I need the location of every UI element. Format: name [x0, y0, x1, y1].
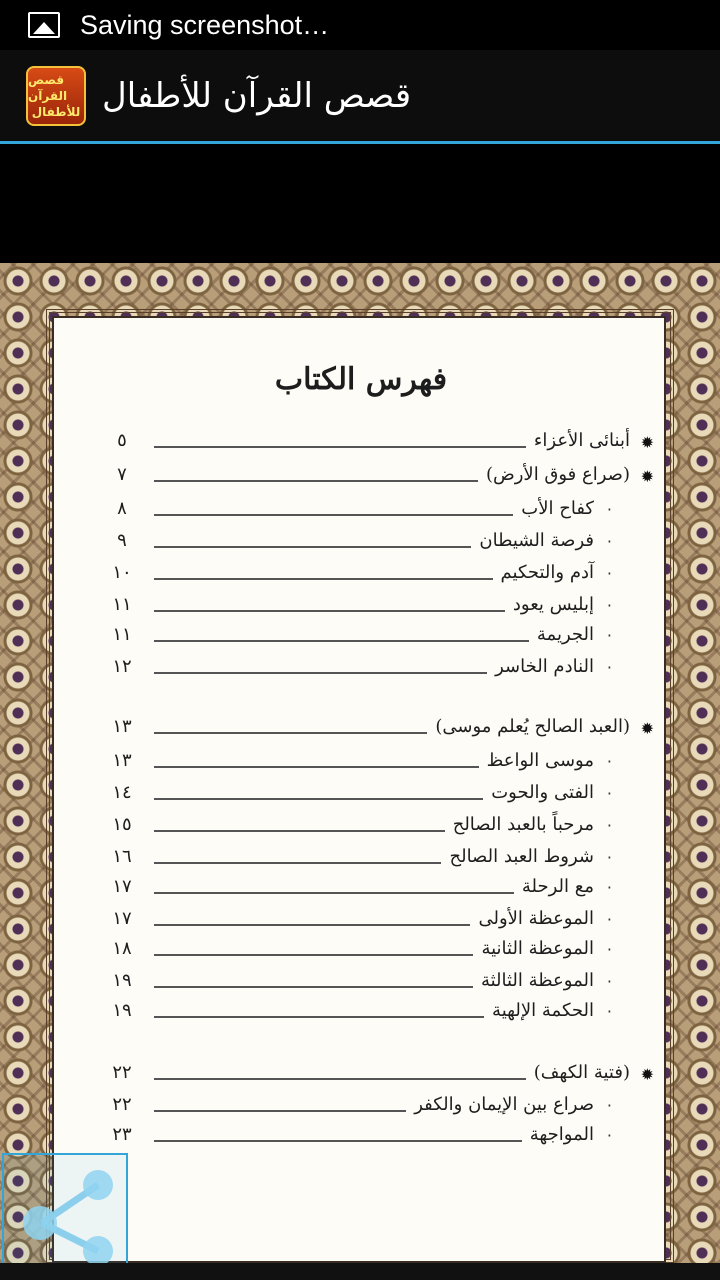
dot-icon: ·	[606, 1096, 612, 1115]
leader-line	[154, 546, 471, 548]
leader-line	[154, 640, 529, 642]
app-icon-line1: قصص القرآن	[28, 72, 68, 103]
toc-label: الفتى والحوت	[491, 782, 594, 803]
toc-page-number: ٩	[117, 530, 127, 551]
toc-row	[54, 464, 668, 494]
toc-row	[54, 908, 668, 938]
leader-line	[154, 1110, 406, 1112]
leader-line	[154, 798, 483, 800]
dot-icon: ·	[606, 532, 612, 551]
bullet-icon: ✹	[640, 719, 654, 738]
toc-label: (العبد الصالح يُعلم موسى)	[435, 716, 630, 737]
toc-label: شروط العبد الصالح	[449, 846, 594, 867]
bullet-icon: ✹	[640, 1065, 654, 1084]
toc-page-number: ٢٢	[112, 1094, 132, 1115]
toc-page-number: ١٠	[112, 562, 132, 583]
toc-row	[54, 938, 668, 968]
toc-page-number: ١١	[112, 594, 132, 615]
share-icon	[4, 1155, 130, 1280]
toc-page-number: ١٣	[112, 716, 132, 737]
toc-label: أبنائى الأعزاء	[533, 430, 630, 451]
toc-page-number: ٢٢	[112, 1062, 132, 1083]
dot-icon: ·	[606, 940, 612, 959]
dot-icon: ·	[606, 500, 612, 519]
dot-icon: ·	[606, 816, 612, 835]
dot-icon: ·	[606, 1002, 612, 1021]
leader-line	[154, 446, 526, 448]
toc-label: فرصة الشيطان	[479, 530, 594, 551]
dot-icon: ·	[606, 1126, 612, 1145]
toc-label: مع الرحلة	[521, 876, 594, 897]
toc-page-number: ١٢	[112, 656, 132, 677]
toc-page-number: ١٨	[112, 938, 132, 959]
toc-label: النادم الخاسر	[495, 656, 594, 677]
toc-label: إبليس يعود	[512, 594, 594, 615]
toc-label: مرحباً بالعبد الصالح	[452, 814, 594, 835]
leader-line	[154, 862, 441, 864]
leader-line	[154, 672, 487, 674]
leader-line	[154, 892, 514, 894]
leader-line	[154, 610, 505, 612]
bottom-bar	[0, 1263, 720, 1280]
toc-row	[54, 716, 668, 746]
toc-page-number: ١٩	[112, 970, 132, 991]
toc-label: موسى الواعظ	[486, 750, 594, 771]
dot-icon: ·	[606, 658, 612, 677]
dot-icon: ·	[606, 878, 612, 897]
dot-icon: ·	[606, 752, 612, 771]
toc-label: الموعظة الثالثة	[480, 970, 594, 991]
dot-icon: ·	[606, 784, 612, 803]
toc-page-number: ١٣	[112, 750, 132, 771]
toc-row	[54, 970, 668, 1000]
dot-icon: ·	[606, 626, 612, 645]
leader-line	[154, 480, 478, 482]
toc-page-number: ٨	[117, 498, 127, 519]
toc-page-number: ١٤	[112, 782, 132, 803]
toc-row	[54, 1062, 668, 1092]
toc-row	[54, 1000, 668, 1030]
toc-row	[54, 594, 668, 624]
toc-row	[54, 430, 668, 460]
toc-page-number: ١٧	[112, 908, 132, 929]
toc-label: آدم والتحكيم	[500, 562, 594, 583]
toc-row	[54, 530, 668, 560]
toc-label: الحكمة الإلهية	[492, 1000, 594, 1021]
toc-row	[54, 656, 668, 686]
toc-label: (فتية الكهف)	[533, 1062, 630, 1083]
toc-row	[54, 498, 668, 528]
image-icon	[28, 12, 60, 38]
dot-icon: ·	[606, 910, 612, 929]
leader-line	[154, 766, 479, 768]
action-bar	[0, 50, 720, 144]
toc-page-number: ١٧	[112, 876, 132, 897]
status-bar	[0, 0, 720, 50]
toc-label: صراع بين الإيمان والكفر	[414, 1094, 594, 1115]
toc-row	[54, 782, 668, 812]
toc-row	[54, 846, 668, 876]
leader-line	[154, 578, 493, 580]
dot-icon: ·	[606, 848, 612, 867]
toc-row	[54, 624, 668, 654]
leader-line	[154, 514, 513, 516]
toc-label: الجريمة	[536, 624, 594, 645]
toc-label: (صراع فوق الأرض)	[485, 464, 630, 485]
toc-page-number: ١٦	[112, 846, 132, 867]
toc-page-number: ٧	[117, 464, 127, 485]
app-title: قصص القرآن للأطفال	[102, 75, 412, 116]
page-title: فهرس الكتاب	[274, 362, 448, 397]
toc-label: الموعظة الثانية	[481, 938, 594, 959]
leader-line	[154, 1140, 522, 1142]
app-icon-line2: للأطفال	[31, 104, 81, 119]
leader-line	[154, 924, 470, 926]
bullet-icon: ✹	[640, 433, 654, 452]
leader-line	[154, 830, 445, 832]
toc-page-number: ١٩	[112, 1000, 132, 1021]
status-text: Saving screenshot…	[80, 9, 330, 40]
leader-line	[154, 954, 473, 956]
toc-row	[54, 1094, 668, 1124]
leader-line	[154, 1078, 526, 1080]
toc-label: المواجهة	[529, 1124, 594, 1145]
leader-line	[154, 732, 427, 734]
toc-row	[54, 750, 668, 780]
dot-icon: ·	[606, 564, 612, 583]
dot-icon: ·	[606, 972, 612, 991]
toc-row	[54, 1124, 668, 1154]
book-page	[52, 316, 666, 1263]
share-button[interactable]	[2, 1153, 128, 1279]
toc-page-number: ٥	[117, 430, 127, 451]
leader-line	[154, 1016, 484, 1018]
bullet-icon: ✹	[640, 467, 654, 486]
app-icon[interactable]	[26, 66, 86, 126]
leader-line	[154, 986, 473, 988]
dot-icon: ·	[606, 596, 612, 615]
toc-label: كفاح الأب	[521, 498, 594, 519]
toc-row	[54, 876, 668, 906]
toc-label: الموعظة الأولى	[478, 908, 594, 929]
toc-row	[54, 814, 668, 844]
toc-row	[54, 562, 668, 592]
toc-page-number: ٢٣	[112, 1124, 132, 1145]
toc-page-number: ١١	[112, 624, 132, 645]
toc-page-number: ١٥	[112, 814, 132, 835]
